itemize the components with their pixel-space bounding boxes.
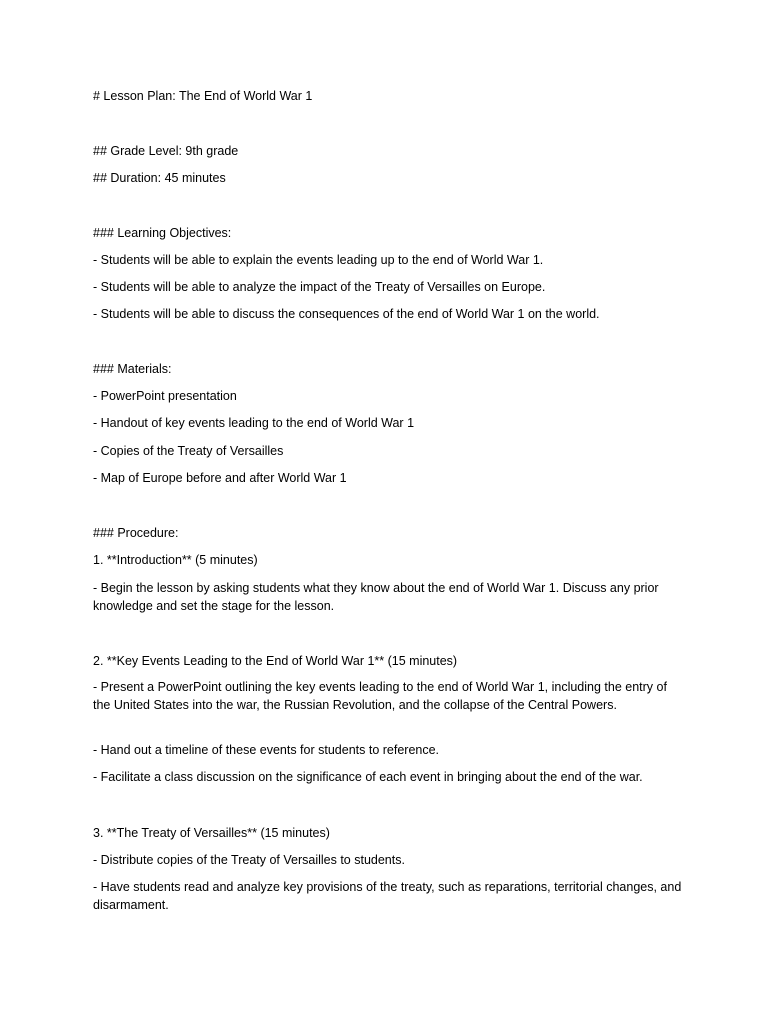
- grade-level: ## Grade Level: 9th grade: [93, 144, 239, 158]
- objective-item: - Students will be able to explain the events leading up to the end of World War 1.: [93, 253, 544, 267]
- document-title: # Lesson Plan: The End of World War 1: [93, 89, 313, 103]
- objective-item: - Students will be able to analyze the impact of the Treaty of Versailles on Europe.: [93, 280, 546, 294]
- material-item: - Copies of the Treaty of Versailles: [93, 444, 284, 458]
- objective-item: - Students will be able to discuss the consequences of the end of World War 1 on the world.: [93, 307, 600, 321]
- material-item: - Map of Europe before and after World War 1: [93, 471, 347, 485]
- procedure-step-item: - Hand out a timeline of these events for students to reference.: [93, 743, 440, 757]
- procedure-step-heading: 2. **Key Events Leading to the End of World War 1** (15 minutes): [93, 654, 458, 668]
- materials-heading: ### Materials:: [93, 362, 172, 376]
- material-item: - Handout of key events leading to the end of World War 1: [93, 416, 415, 430]
- procedure-step-item: - Have students read and analyze key provisions of the treaty, such as reparations, territorial changes, and disarmament.: [93, 880, 682, 912]
- procedure-step-item: - Facilitate a class discussion on the significance of each event in bringing about the end of the war.: [93, 770, 643, 784]
- procedure-step-heading: 1. **Introduction** (5 minutes): [93, 553, 258, 567]
- procedure-heading: ### Procedure:: [93, 526, 179, 540]
- objectives-heading: ### Learning Objectives:: [93, 226, 232, 240]
- procedure-step-item: - Distribute copies of the Treaty of Versailles to students.: [93, 853, 405, 867]
- duration: ## Duration: 45 minutes: [93, 171, 226, 185]
- procedure-step-item: - Present a PowerPoint outlining the key events leading to the end of World War 1, including the entry of the United States into the war, the Russian Revolution, and the collapse of the Central Powers.: [93, 680, 667, 712]
- material-item: - PowerPoint presentation: [93, 389, 237, 403]
- procedure-step-heading: 3. **The Treaty of Versailles** (15 minutes): [93, 826, 330, 840]
- procedure-step-item: - Begin the lesson by asking students what they know about the end of World War 1. Discuss any prior knowledge and set the stage for the lesson.: [93, 581, 659, 613]
